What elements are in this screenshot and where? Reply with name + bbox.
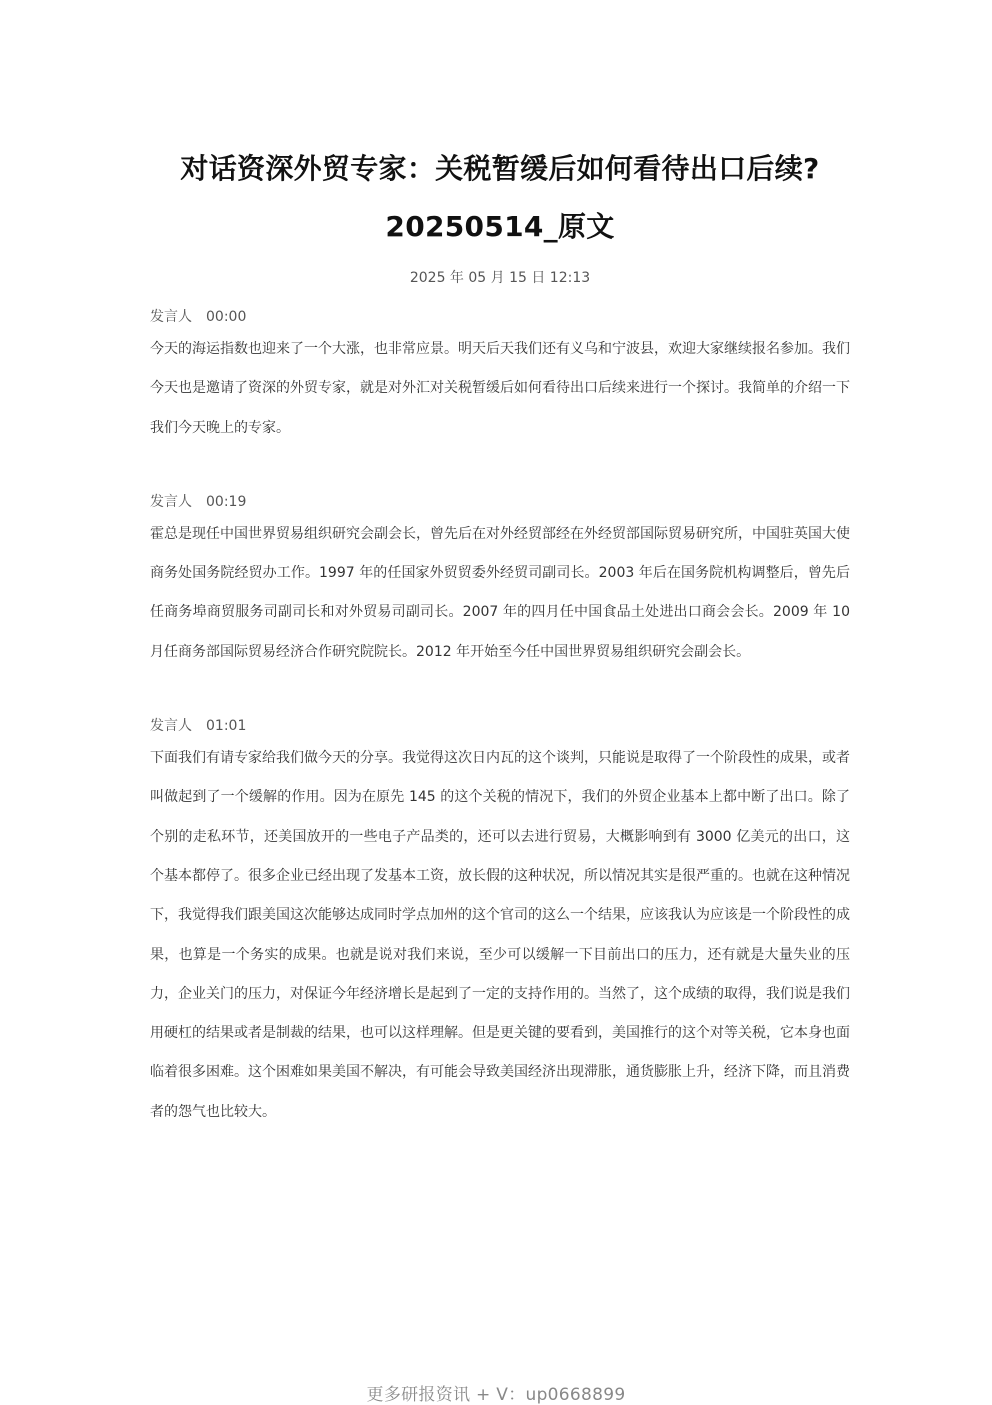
speaker-line [150, 715, 850, 737]
document-title [150, 140, 850, 256]
speaker-line [150, 306, 850, 328]
speaker-name: 发言人 [150, 718, 192, 735]
speaker-timestamp: 00:00 [206, 309, 247, 325]
speaker-name: 发言人 [150, 493, 192, 510]
document-date: 2025 年 05 月 15 日 12:13 [409, 270, 591, 286]
title-line-2: 20250514_原文 [385, 210, 615, 243]
transcript-section [150, 306, 850, 448]
transcript-section [150, 491, 850, 672]
speaker-timestamp: 01:01 [206, 718, 247, 735]
speaker-line [150, 491, 850, 513]
transcript-paragraph: 霍总是现任中国世界贸易组织研究会副会长，曾先后在对外经贸部经在外经贸部国际贸易研究所，中国驻英国大使商务处国务院经贸办工作。1997 年的任国家外贸贸委外经贸司副司长。2003 年后在国务院机构调整后，曾先后任商务埠商贸服务司副司长和对外贸易司副司长。2007 年的四月任中国食品土处进出口商会会长。2009 年 10 月任商务部国际贸易经济合作研究院院长。2012 年开始至今任中国世界贸易组织研究会副会长。 [150, 525, 850, 660]
footer-watermark: 更多研报资讯 + V：up0668899 [366, 1385, 626, 1405]
document-page [150, 140, 850, 1132]
transcript-section [150, 715, 850, 1132]
speaker-name: 发言人 [150, 309, 192, 325]
transcript-paragraph: 今天的海运指数也迎来了一个大涨，也非常应景。明天后天我们还有义乌和宁波县，欢迎大家继续报名参加。我们今天也是邀请了资深的外贸专家，就是对外汇对关税暂缓后如何看待出口后续来进行一个探讨。我简单的介绍一下我们今天晚上的专家。 [150, 341, 850, 436]
transcript-paragraph: 下面我们有请专家给我们做今天的分享。我觉得这次日内瓦的这个谈判，只能说是取得了一个阶段性的成果，或者叫做起到了一个缓解的作用。因为在原先 145 的这个关税的情况下，我们的外贸企业基本上都中断了出口。除了个别的走私环节，还美国放开的一些电子产品类的，还可以去进行贸易，大概影响到有 3000 亿美元的出口，这个基本都停了。很多企业已经出现了发基本工资，放长假的这种状况，所以情况其实是很严重的。也就在这种情况下，我觉得我们跟美国这次能够达成同时学点加州的这个官司的这么一个结果，应该我认为应该是一个阶段性的成果，也算是一个务实的成果。也就是说对我们来说，至少可以缓解一下目前出口的压力，还有就是大量失业的压力，企业关门的压力，对保证今年经济增长是起到了一定的支持作用的。当然了，这个成绩的取得，我们说是我们用硬杠的结果或者是制裁的结果，也可以这样理解。但是更关键的要看到，美国推行的这个对等关税，它本身也面临着很多困难。这个困难如果美国不解决，有可能会导致美国经济出现滞胀，通货膨胀上升，经济下降，而且消费者的怨气也比较大。 [150, 750, 850, 1120]
speaker-timestamp: 00:19 [206, 493, 247, 510]
title-line-1: 对话资深外贸专家：关税暂缓后如何看待出口后续? [180, 152, 820, 185]
